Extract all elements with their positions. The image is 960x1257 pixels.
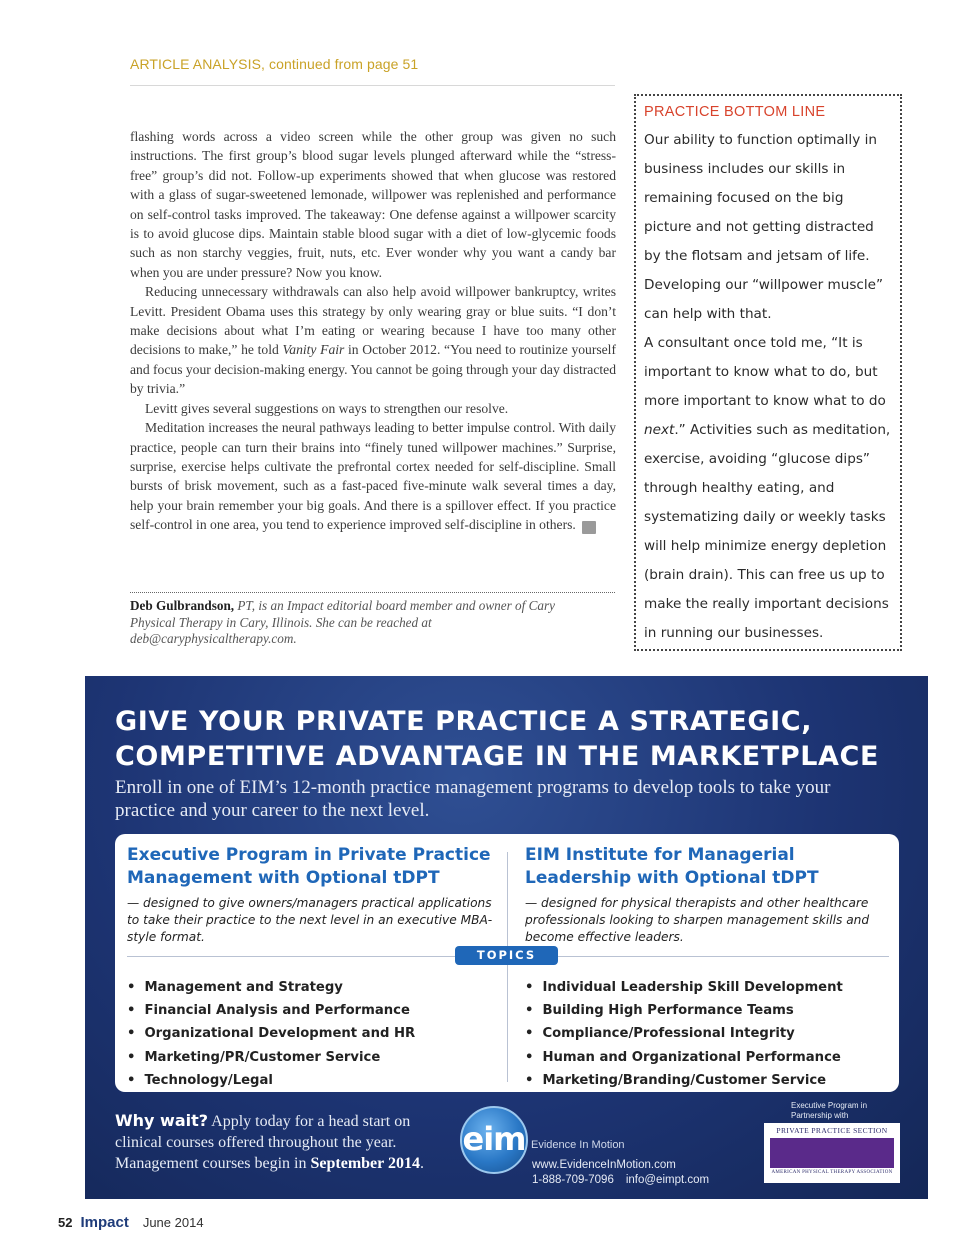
- issue-date: June 2014: [142, 1215, 204, 1230]
- eim-logo: eim: [460, 1106, 528, 1174]
- program-executive: [127, 844, 495, 946]
- partner-caption: Executive Program in Partnership with: [791, 1101, 868, 1120]
- eim-contact: [532, 1158, 709, 1188]
- pps-monogram-icon: [770, 1138, 894, 1168]
- program-title: Executive Program in Private Practice Management with Optional tDPT: [127, 845, 491, 888]
- programs-card: [115, 834, 899, 1092]
- list-item: • Management and Strategy: [127, 976, 415, 999]
- article-body: [130, 127, 616, 535]
- header-rule: [130, 85, 615, 86]
- author-bio-text: PT, is an Impact editorial board member and owner of Cary Physical Therapy in Cary, Illinois. She can be reached at deb@caryphysicaltherapy.com.: [130, 598, 555, 646]
- continued-header: ARTICLE ANALYSIS, continued from page 51: [130, 56, 419, 72]
- end-mark-icon: I: [582, 521, 596, 534]
- pps-logo-heading: PRIVATE PRACTICE SECTION: [776, 1126, 888, 1135]
- author-name: Deb Gulbrandson,: [130, 598, 235, 613]
- why-wait-text: Why wait? Apply today for a head start on clinical courses offered throughout the year. Management courses begin in September 2014.: [115, 1111, 424, 1172]
- pps-logo: [764, 1123, 900, 1183]
- list-item: • Financial Analysis and Performance: [127, 999, 415, 1022]
- eim-phone: 1-888-709-7096: [532, 1174, 614, 1186]
- list-item: • Marketing/PR/Customer Service: [127, 1046, 415, 1069]
- eim-email-link[interactable]: info@eimpt.com: [625, 1174, 710, 1186]
- program-divider: [507, 852, 508, 1082]
- pps-logo-footer: AMERICAN PHYSICAL THERAPY ASSOCIATION: [771, 1170, 893, 1175]
- eim-advertisement[interactable]: [85, 676, 928, 1199]
- program-institute: [525, 844, 893, 946]
- topics-list-institute: [525, 976, 843, 1092]
- program-title: EIM Institute for Managerial Leadership with Optional tDPT: [525, 845, 819, 888]
- sidebar-paragraph-1: Our ability to function optimally in business includes our skills in remaining focused on the big picture and not getting distracted by the flotsam and jetsam of life. Developing our “willpower muscle” can help with that.: [644, 132, 884, 322]
- article-paragraph-3: Levitt gives several suggestions on ways to strengthen our resolve.: [145, 400, 509, 416]
- article-paragraph-4: Meditation increases the neural pathways leading to better impulse control. With daily practice, people can turn their brains into “finely tuned willpower machines.” Surprise, surprise, exercise helps cultivate the prefrontal cortex needed for self-discipline. Small bursts of brisk movement, such as a fast-paced five-minute walk several times a day, help your brain remember your big goals. And there is a spillover effect. If you practice self-control in one area, you tend to experience improved self-discipline in others. I: [130, 420, 616, 534]
- ad-headline: GIVE YOUR PRIVATE PRACTICE A STRATEGIC, COMPETITIVE ADVANTAGE IN THE MARKETPLACE: [115, 706, 880, 772]
- list-item: • Organizational Development and HR: [127, 1022, 415, 1045]
- article-paragraph-2: Reducing unnecessary withdrawals can also help avoid willpower bankruptcy, writes Levitt. President Obama uses this strategy by only wearing gray or blue suits. “I don’t make decisions about what I’m eating or wearing because I have too many other decisions to make,” he told Vanity Fair in October 2012. “You need to routinize yourself and focus your decision-making energy. You cannot be going through your day distracted by trivia.”: [130, 284, 616, 397]
- list-item: • Technology/Legal: [127, 1069, 415, 1092]
- list-item: • Human and Organizational Performance: [525, 1046, 843, 1069]
- magazine-title: Vanity Fair: [282, 342, 345, 358]
- eim-website-link[interactable]: www.EvidenceInMotion.com: [532, 1159, 676, 1171]
- practice-bottom-line-box: [634, 94, 902, 651]
- article-paragraph-1: flashing words across a video screen while the other group was given no such instructions. The first group’s blood sugar levels plunged afterward while the “stress-free” group’s did not. Follow-up experiments showed that when glucose was restored with a glass of sugar-sweetened lemonade, willpower was replenished and performance on self-control tasks improved. The takeaway: One defense against a willpower scarcity is to avoid glucose dips. Maintain stable blood sugar with a diet of low-glycemic foods such as non starchy veggies, fruit, nuts, etc. Ever wonder why you want a candy bar when you are under pressure? Now you know.: [130, 129, 616, 280]
- list-item: • Individual Leadership Skill Development: [525, 976, 843, 999]
- list-item: • Marketing/Branding/Customer Service: [525, 1069, 843, 1092]
- program-description: — designed for physical therapists and other healthcare professionals looking to sharpen management skills and become effective leaders.: [525, 896, 870, 944]
- page-footer: [58, 1214, 204, 1231]
- magazine-name: Impact: [80, 1214, 129, 1231]
- list-item: • Compliance/Professional Integrity: [525, 1022, 843, 1045]
- sidebar-paragraph-2: A consultant once told me, “It is important to know what to do, but more important to know what to do next.” Activities such as meditation, exercise, avoiding “glucose dips” through healthy eating, and systematizing daily or weekly tasks will help minimize energy depletion (brain drain). This can free us up to make the really important decisions in running our businesses.: [644, 335, 891, 641]
- ad-subtitle: Enroll in one of EIM’s 12-month practice management programs to develop tools to take your practice and your career to the next level.: [115, 777, 831, 821]
- bio-divider: [130, 592, 615, 593]
- author-bio: [130, 598, 570, 648]
- program-description: — designed to give owners/managers practical applications to take their practice to the next level in an executive MBA-style format.: [127, 896, 493, 944]
- topics-badge: TOPICS: [455, 946, 558, 965]
- page-number: 52: [58, 1215, 73, 1230]
- list-item: • Building High Performance Teams: [525, 999, 843, 1022]
- topics-list-executive: [127, 976, 415, 1092]
- sidebar-title: PRACTICE BOTTOM LINE: [644, 104, 826, 120]
- eim-tagline: Evidence In Motion: [531, 1139, 625, 1151]
